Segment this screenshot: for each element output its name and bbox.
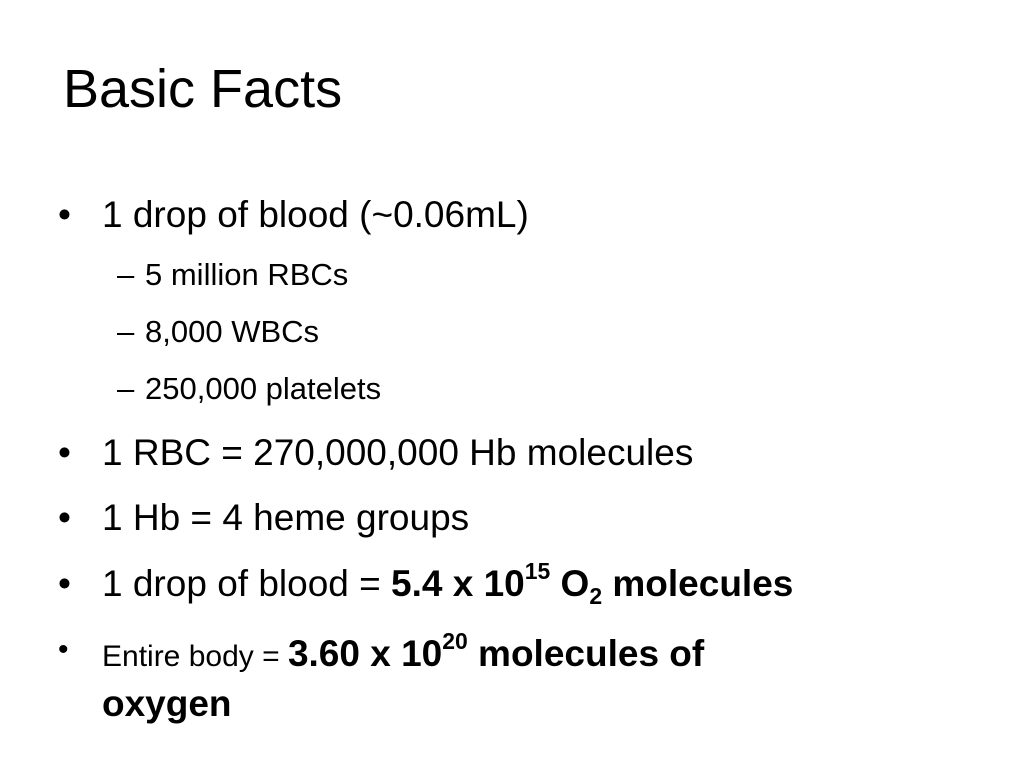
slide-title: Basic Facts [63, 59, 343, 119]
bullet-text [102, 627, 705, 674]
dash-marker: – [117, 314, 135, 349]
oxygen-symbol: O [550, 563, 590, 604]
bullet-marker: • [58, 497, 71, 538]
quantity-base: 3.60 x 10 [287, 633, 443, 674]
body-oxygen-quantity [287, 627, 705, 674]
sub-bullet-text: 8,000 WBCs [145, 314, 320, 349]
bullet-text: 1 RBC = 270,000,000 Hb molecules [102, 432, 694, 473]
o2-quantity [391, 557, 794, 610]
continuation-text: oxygen [102, 683, 232, 724]
bullet-text [102, 557, 794, 610]
bullet-marker: • [58, 432, 71, 473]
bullet-marker: • [58, 633, 69, 666]
bullet-prefix: 1 drop of blood = [102, 563, 392, 604]
quantity-suffix: molecules of [467, 633, 705, 674]
sub-bullet-text: 5 million RBCs [145, 257, 349, 292]
bullet-marker: • [58, 194, 71, 235]
bullet-continuation [102, 685, 232, 722]
quantity-suffix: molecules [602, 563, 794, 604]
bullet-marker: • [58, 563, 71, 604]
sub-bullet-text: 250,000 platelets [145, 371, 382, 406]
quantity-exponent: 20 [442, 627, 468, 654]
oxygen-subscript: 2 [589, 583, 603, 610]
quantity-exponent: 15 [524, 557, 551, 584]
dash-marker: – [117, 371, 135, 406]
bullet-prefix: Entire body = [102, 640, 288, 673]
bullet-text: 1 Hb = 4 heme groups [102, 497, 470, 538]
dash-marker: – [117, 257, 135, 292]
quantity-base: 5.4 x 10 [391, 563, 525, 604]
bullet-text: 1 drop of blood (~0.06mL) [102, 194, 529, 235]
